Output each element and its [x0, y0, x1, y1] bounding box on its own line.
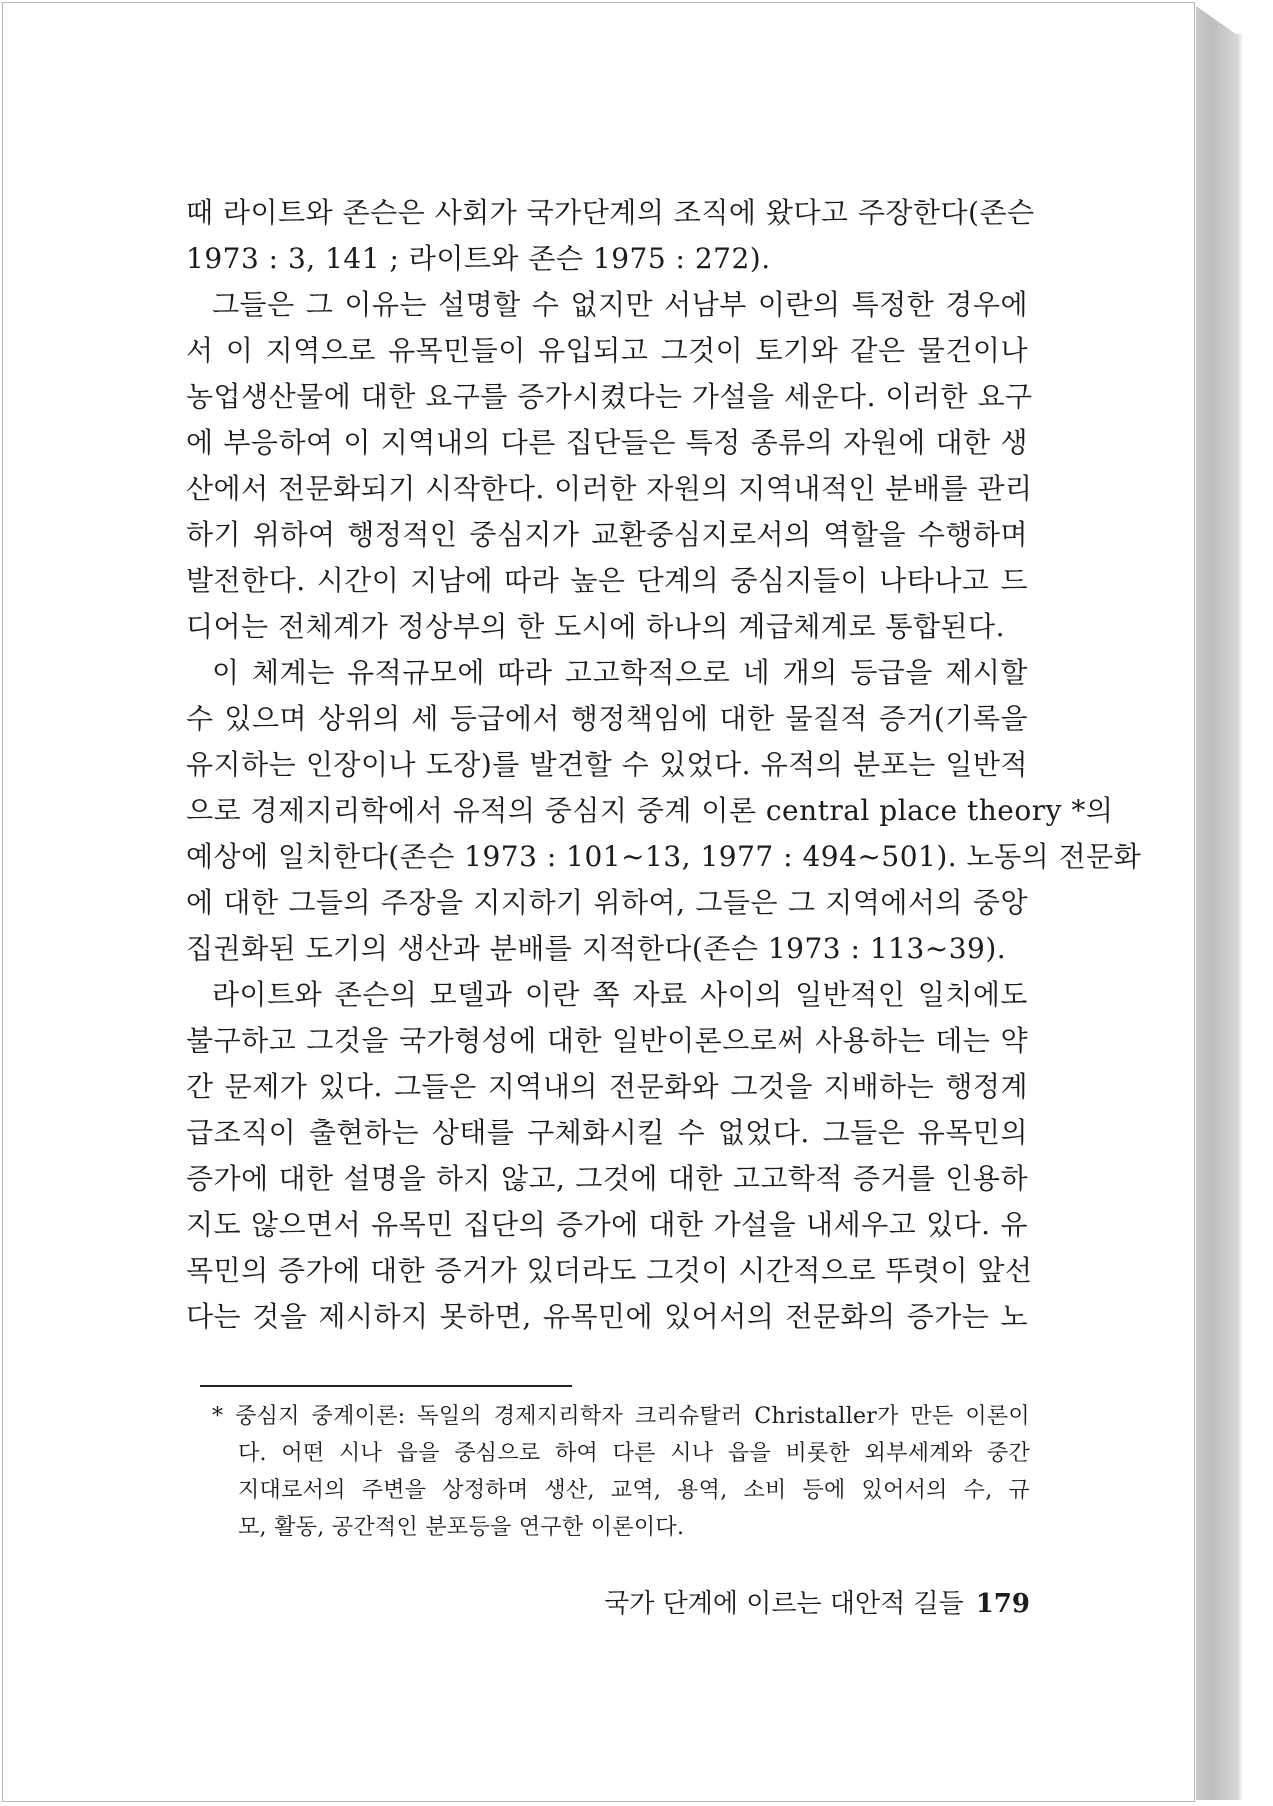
- running-title: 국가 단계에 이르는 대안적 길들: [604, 1589, 964, 1619]
- footnote-line: * 중심지 중계이론: 독일의 경제지리학자 크리슈탈러 Christaller가 만든 이론이: [212, 1404, 1030, 1429]
- text-line: 급조직이 출현하는 상태를 구체화시킬 수 없었다. 그들은 유목민의: [186, 1116, 1028, 1149]
- text-line: 그들은 그 이유는 설명할 수 없지만 서남부 이란의 특정한 경우에: [212, 288, 1028, 321]
- text-line: 증가에 대한 설명을 하지 않고, 그것에 대한 고고학적 증거를 인용하: [186, 1162, 1028, 1195]
- text-line: 1973 : 3, 141 ; 라이트와 존슨 1975 : 272).: [186, 242, 771, 275]
- book-page-edge-shadow: [1236, 34, 1242, 1800]
- text-line: 수 있으며 상위의 세 등급에서 행정책임에 대한 물질적 증거(기록을: [186, 702, 1028, 735]
- text-line: 예상에 일치한다(존슨 1973 : 101~13, 1977 : 494~501). 노동의 전문화: [186, 840, 1142, 873]
- footnote-line: 다. 어떤 시나 읍을 중심으로 하여 다른 시나 읍을 비롯한 외부세계와 중간: [238, 1441, 1030, 1466]
- text-line: 집권화된 도기의 생산과 분배를 지적한다(존슨 1973 : 113~39).: [186, 932, 1007, 965]
- text-line: 디어는 전체계가 정상부의 한 도시에 하나의 계급체계로 통합된다.: [186, 610, 1006, 643]
- text-line: 으로 경제지리학에서 유적의 중심지 중계 이론 central place theory *의: [186, 794, 1114, 827]
- text-line: 다는 것을 제시하지 못하면, 유목민에 있어서의 전문화의 증가는 노: [186, 1300, 1028, 1333]
- text-line: 라이트와 존슨의 모델과 이란 쪽 자료 사이의 일반적인 일치에도: [212, 978, 1028, 1011]
- footnote-divider: [200, 1385, 572, 1387]
- text-line: 때 라이트와 존슨은 사회가 국가단계의 조직에 왔다고 주장한다(존슨: [186, 196, 1035, 229]
- text-line: 서 이 지역으로 유목민들이 유입되고 그것이 토기와 같은 물건이나: [186, 334, 1028, 367]
- body-text: [186, 190, 1142, 1340]
- footnote-line: 모, 활동, 공간적인 분포등을 연구한 이론이다.: [238, 1515, 685, 1540]
- text-line: 발전한다. 시간이 지남에 따라 높은 단계의 중심지들이 나타나고 드: [186, 564, 1028, 597]
- text-line: 유지하는 인장이나 도장)를 발견할 수 있었다. 유적의 분포는 일반적: [186, 748, 1028, 781]
- text-line: 에 부응하여 이 지역내의 다른 집단들은 특정 종류의 자원에 대한 생: [186, 426, 1028, 459]
- text-line: 하기 위하여 행정적인 중심지가 교환중심지로서의 역할을 수행하며: [186, 518, 1028, 551]
- running-footer: [580, 1583, 1030, 1620]
- text-line: 불구하고 그것을 국가형성에 대한 일반이론으로써 사용하는 데는 약: [186, 1024, 1028, 1057]
- text-line: 이 체계는 유적규모에 따라 고고학적으로 네 개의 등급을 제시할: [212, 656, 1028, 689]
- book-page-edge: [1196, 6, 1236, 1800]
- footnote-line: 지대로서의 주변을 상정하며 생산, 교역, 용역, 소비 등에 있어서의 수, 규: [238, 1478, 1030, 1503]
- text-line: 간 문제가 있다. 그들은 지역내의 전문화와 그것을 지배하는 행정계: [186, 1070, 1028, 1103]
- page-number: 179: [975, 1589, 1030, 1619]
- text-line: 지도 않으면서 유목민 집단의 증가에 대한 가설을 내세우고 있다. 유: [186, 1208, 1028, 1241]
- text-line: 농업생산물에 대한 요구를 증가시켰다는 가설을 세운다. 이러한 요구: [186, 380, 1033, 413]
- text-line: 산에서 전문화되기 시작한다. 이러한 자원의 지역내적인 분배를 관리: [186, 472, 1033, 505]
- text-line: 에 대한 그들의 주장을 지지하기 위하여, 그들은 그 지역에서의 중앙: [186, 886, 1028, 919]
- text-line: 목민의 증가에 대한 증거가 있더라도 그것이 시간적으로 뚜렷이 앞선: [186, 1254, 1033, 1287]
- footnote: [212, 1398, 1030, 1546]
